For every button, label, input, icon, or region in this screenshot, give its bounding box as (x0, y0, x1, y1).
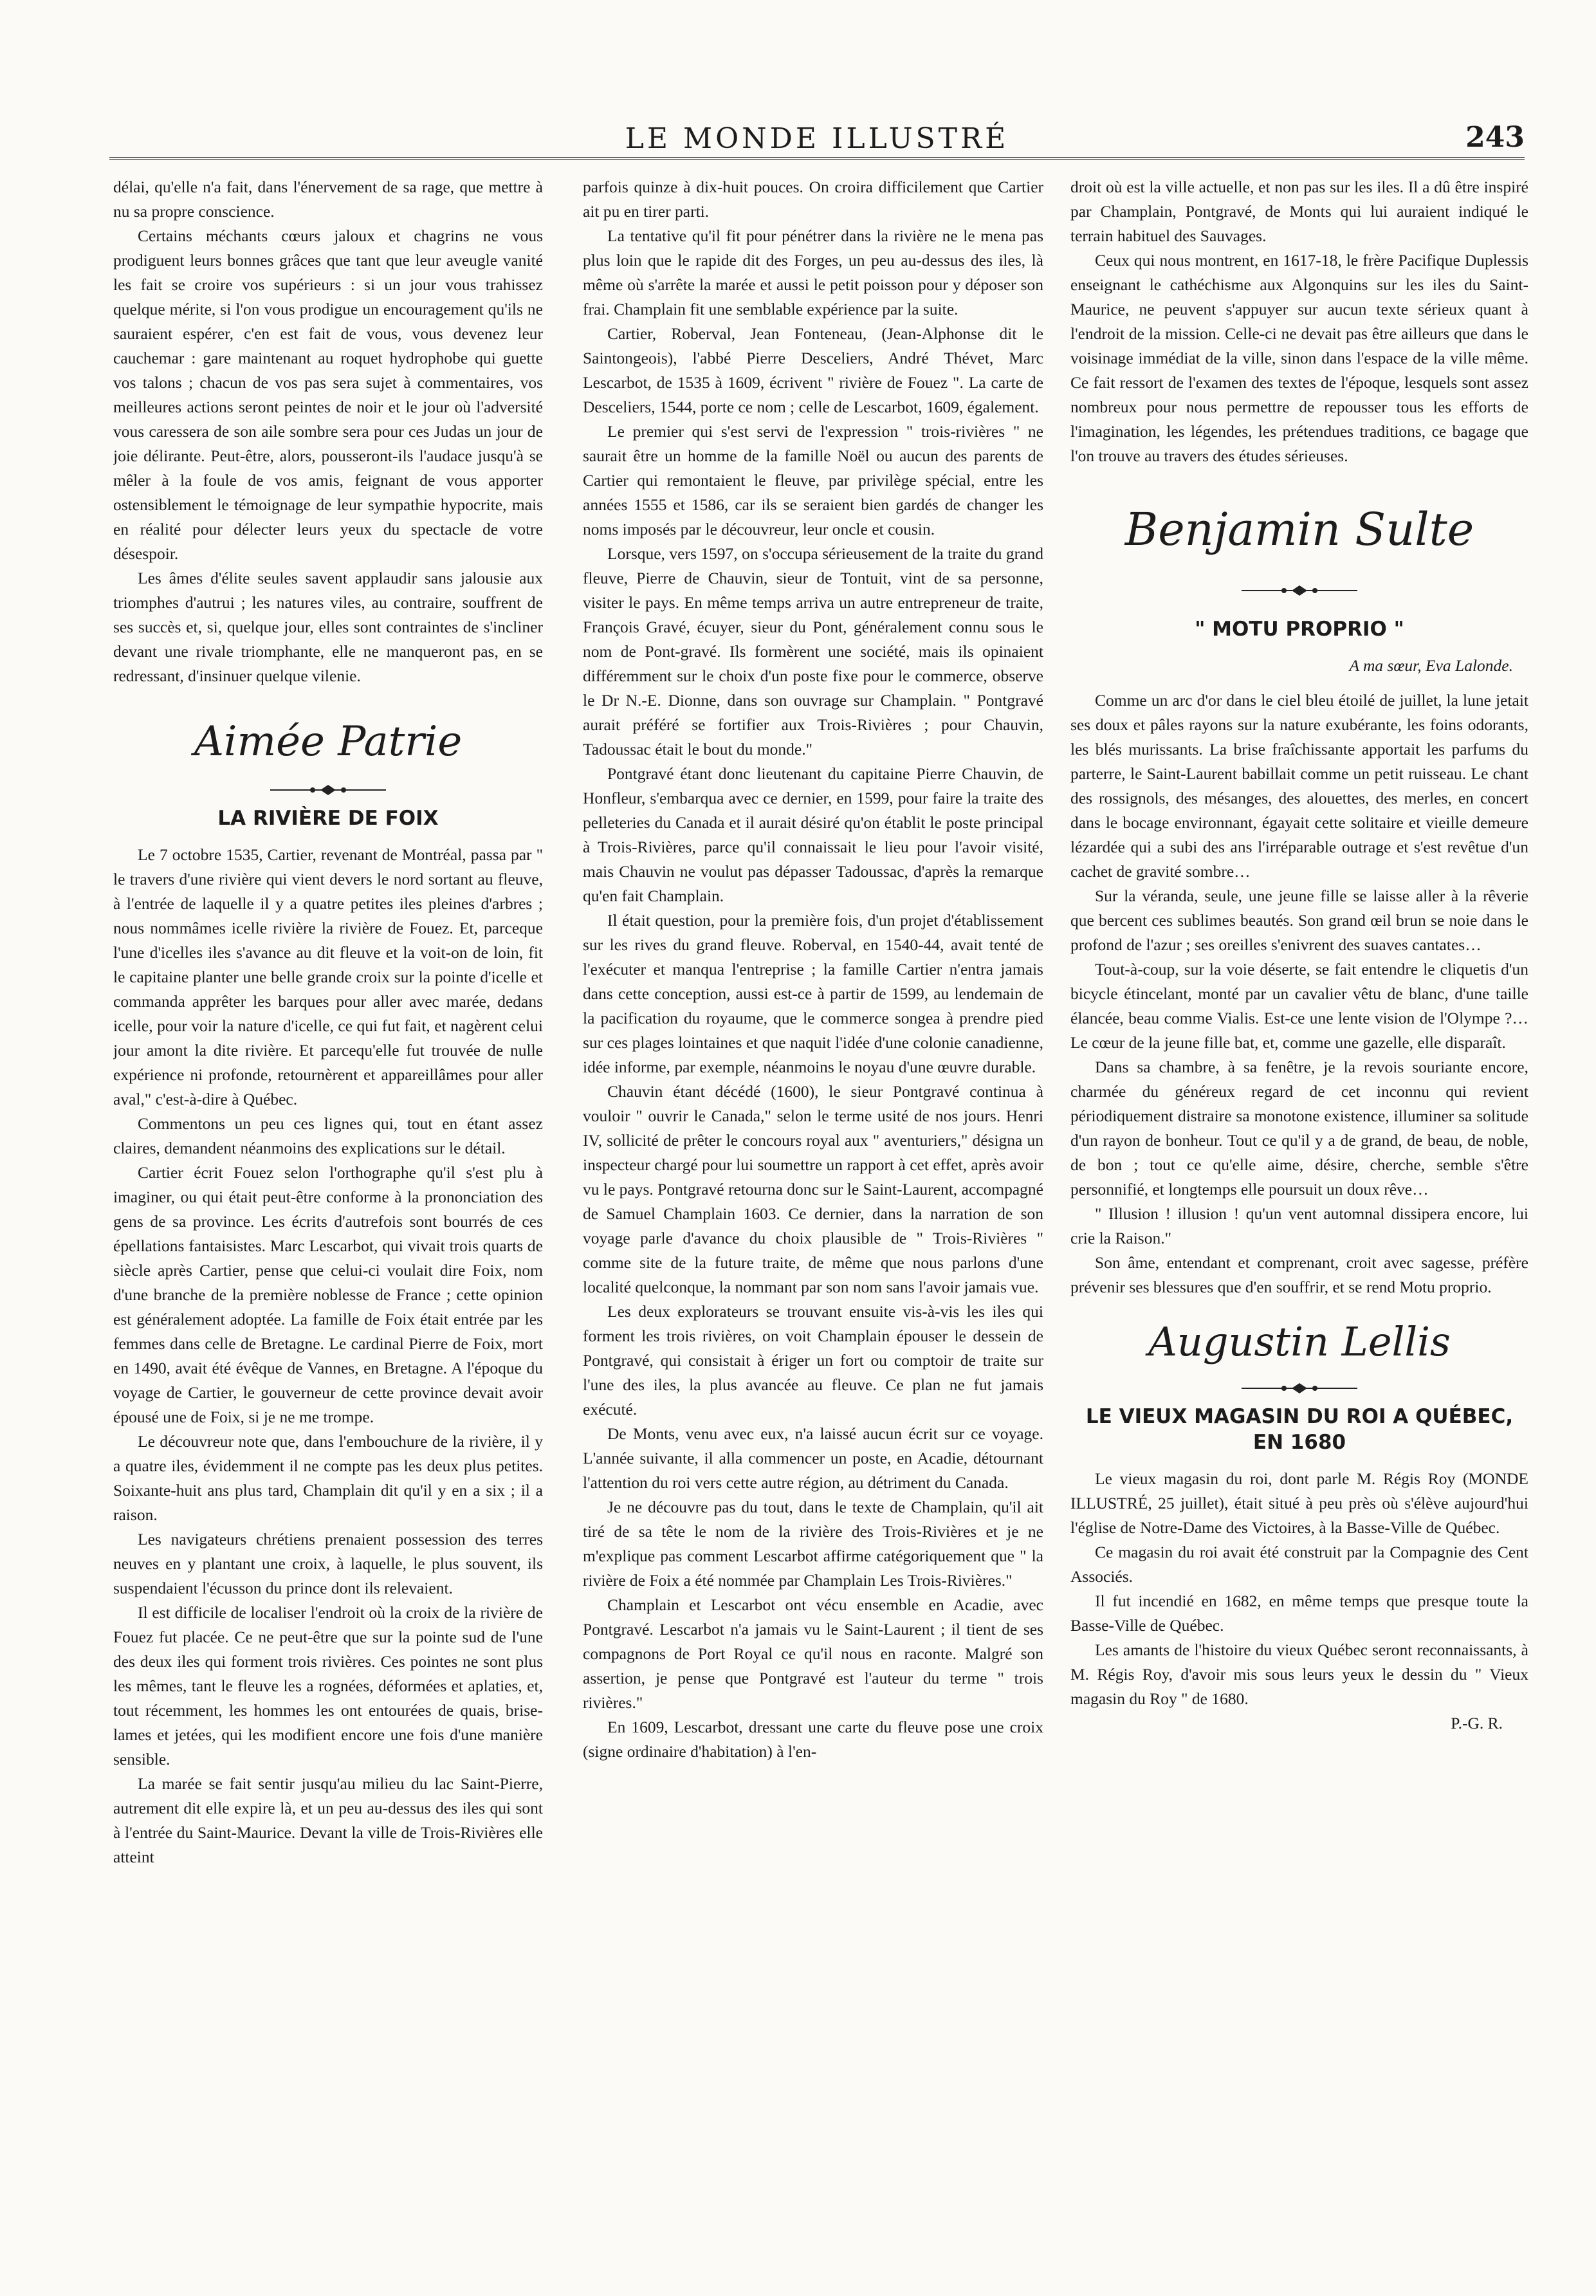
paragraph: Il est difficile de localiser l'endroit où la croix de la rivière de Fouez fut placée. Ce ne peut-être que sur la pointe sud de l'une des deux iles qui forment trois rivières. Ces pointes ne sont plus les mêmes, tant le fleuve les a rognées, déformées et aplaties, et, tout récemment, les hommes les ont entourées de quais, brise-lames et jetées, qui les modifient encore une fois d'une manière sensible. (113, 1603, 543, 1768)
paragraph: En 1609, Lescarbot, dressant une carte du fleuve pose une croix (signe ordinaire d'habitation) à l'en- (583, 1718, 1043, 1761)
dedication: A ma sœur, Eva Lalonde. (1349, 656, 1513, 675)
paragraph: parfois quinze à dix-huit pouces. On croira difficilement que Cartier ait pu en tirer parti. (583, 178, 1043, 221)
ornament-divider (270, 784, 386, 796)
paragraph: Comme un arc d'or dans le ciel bleu étoilé de juillet, la lune jetait ses doux et pâles rayons sur la nature exubérante, les foins odorants, les blés murissants. La brise fraîchissante apportait les parfums du parterre, le Saint-Laurent babillait comme un petit ruisseau. Le chant des rossignols, des mésanges, des alouettes, des merles, en concert dans le bocage environnant, égayait cette solitaire et vieille demeure lézardée qui a subi des ans l'irréparable outrage et s'est revêtue d'un cachet de gravité sombre… (1070, 691, 1528, 881)
paragraph: Le premier qui s'est servi de l'expression " trois-rivières " ne saurait être un homme de la famille Noël ou aucun des parents de Cartier qui remontaient le fleuve, par privilège spécial, entre les années 1555 et 1586, car ils se seraient bien gardés de changer les noms imposés par le découvreur, leur oncle et cousin. (583, 422, 1043, 538)
section-title: LE VIEUX MAGASIN DU ROI A QUÉBEC, EN 1680 (1085, 1405, 1514, 1454)
header-rule (109, 157, 1525, 160)
column-middle (583, 175, 1043, 2259)
journal-title: LE MONDE ILLUSTRÉ (625, 122, 1009, 155)
paragraph: Tout-à-coup, sur la voie déserte, se fait entendre le cliquetis d'un bicycle étincelant, monté par un cavalier vêtu de blanc, d'une taille élancée, beau comme Vialis. Est-ce une lente vision de l'Olympe ?… Le cœur de la jeune fille bat, et, comme une gazelle, elle disparaît. (1070, 960, 1528, 1052)
paragraph: La marée se fait sentir jusqu'au milieu du lac Saint-Pierre, autrement dit elle expire là, et un peu au-dessus des iles qui sont à l'entrée du Saint-Maurice. Devant la ville de Trois-Rivières elle atteint (113, 1774, 543, 1866)
paragraph: " Illusion ! illusion ! qu'un vent automnal dissipera encore, lui crie la Raison." (1070, 1204, 1528, 1247)
paragraph: Le découvreur note que, dans l'embouchure de la rivière, il y a quatre iles, évidemment il ne compte pas les deux plus petites. Soixante-huit ans plus tard, Champlain dit qu'il y en a six ; il a raison. (113, 1432, 543, 1524)
paragraph: Son âme, entendant et comprenant, croit avec sagesse, préfère prévenir ses blessures que d'en souffrir, et se rend Motu proprio. (1070, 1253, 1528, 1296)
page-number: 243 (1465, 121, 1525, 154)
paragraph: Pontgravé étant donc lieutenant du capitaine Pierre Chauvin, de Honfleur, s'embarqua avec ce dernier, en 1599, pour faire la traite des pelleteries du Canada et il aurait désiré qu'on établit le poste principal à Trois-Rivières, parce qu'il connaissait le lieu pour l'avoir visité, mais Chauvin ne voulut pas dépasser Tadoussac, d'après la remarque qu'en fait Champlain. (583, 764, 1043, 905)
paragraph: La tentative qu'il fit pour pénétrer dans la rivière ne le mena pas plus loin que le rapide dit des Forges, un peu au-dessus des iles, là même où s'arrête la marée et aussi le petit poisson pour y déposer son frai. Champlain fit une semblable expérience par la suite. (583, 226, 1043, 318)
paragraph: Il fut incendié en 1682, en même temps que presque toute la Basse-Ville de Québec. (1070, 1592, 1528, 1635)
paragraph: Le 7 octobre 1535, Cartier, revenant de Montréal, passa par " le travers d'une rivière qui vient devers le nord sortant au fleuve, à l'entrée de laquelle il y a quatre petites iles pleines d'arbres ; nous nommâmes icelle rivière la rivière de Fouez. Et, parceque l'une d'icelles iles s'avance au dit fleuve et la voit-on de loin, fit le capitaine planter une belle grande croix sur la pointe d'icelle et commanda apprêter les barques pour aller avec marée, dedans icelle, pour voir la nature d'icelle, ce qui fut fait, et nagèrent celui jour amont la dite rivière. Et parcequ'elle fut trouvée de nulle expérience ni profonde, retournèrent et appareillâmes pour aller aval," c'est-à-dire à Québec. (113, 845, 543, 1108)
paragraph: Chauvin étant décédé (1600), le sieur Pontgravé continua à vouloir " ouvrir le Canada," selon le terme usité de nos jours. Henri IV, sollicité de prêter le concours royal aux " aventuriers," désigna un inspecteur chargé pour lui soumettre un rapport à cet effet, après avoir vu le pays. Pontgravé retourna donc sur le Saint-Laurent, accompagné de Samuel Champlain 1603. Ce dernier, dans la narration de son voyage parle d'avance du choix plausible de " Trois-Rivières " comme site de la future traite, de même que nous parlons d'une localité quelconque, la nommant par son nom sans l'avoir jamais vue. (583, 1082, 1043, 1296)
signature-benjamin-sulte: Benjamin Sulte (1124, 503, 1474, 556)
paragraph: Ceux qui nous montrent, en 1617-18, le frère Pacifique Duplessis enseignant le cathéchisme aux Algonquins sur les iles du Saint-Maurice, ne peuvent s'appuyer sur aucun texte sérieux quant à l'endroit de la mission. Celle-ci ne devait pas être ailleurs que dans le voisinage immédiat de la ville, sinon dans l'espace de la ville même. Ce fait ressort de l'examen des textes de l'époque, lesquels sont assez nombreux pour nous permettre de repousser tous les efforts de l'imagination, les légendes, les prétendues traditions, ce bagage que l'on trouve au travers des études sérieuses. (1070, 251, 1528, 465)
paragraph: Cartier écrit Fouez selon l'orthographe qu'il s'est plu à imaginer, ou qui était peut-être conforme à la prononciation des gens de sa province. Les écrits d'autrefois sont bourrés de ces épellations fantaisistes. Marc Lescarbot, qui vivait trois quarts de siècle après Cartier, pense que celui-ci voulait dire Foix, nom d'une branche de la première noblesse de France ; cette opinion est généralement adoptée. La famille de Foix était entrée par les femmes dans celle de Bretagne. Le cardinal Pierre de Foix, mort en 1490, avait été évêque de Vannes, en Bretagne. A l'époque du voyage de Cartier, le gouverneur de cette province devait avoir épousé une de Foix, si je ne me trompe. (113, 1163, 543, 1426)
paragraph: droit où est la ville actuelle, et non pas sur les iles. Il a dû être inspiré par Champlain, Pontgravé, de Monts qui lui auraient indiqué le terrain habituel des Sauvages. (1070, 178, 1528, 245)
paragraph: Lorsque, vers 1597, on s'occupa sérieusement de la traite du grand fleuve, Pierre de Chauvin, sieur de Tontuit, vint de sa personne, visiter le pays. En même temps arriva un autre entrepreneur de traite, François Gravé, écuyer, sieur du Pont, généralement connu sous le nom de Pont-gravé. Ils formèrent une société, mais ils opinaient différemment sur le choix d'un poste fixe pour le commerce, observe le Dr N.-E. Dionne, dans son ouvrage sur Champlain. " Pontgravé aurait préféré se fortifier aux Trois-Rivières ; pour Chauvin, Tadoussac était le bout du monde." (583, 544, 1043, 758)
author-initials: P.-G. R. (1451, 1714, 1503, 1732)
paragraph: Ce magasin du roi avait été construit par la Compagnie des Cent Associés. (1070, 1543, 1528, 1586)
paragraph: Le vieux magasin du roi, dont parle M. Régis Roy (MONDE ILLUSTRÉ, 25 juillet), était situé à peu près où s'élève aujourd'hui l'église de Notre-Dame des Victoires, à la Basse-Ville de Québec. (1070, 1469, 1528, 1537)
paragraph: délai, qu'elle n'a fait, dans l'énervement de sa rage, que mettre à nu sa propre conscience. (113, 178, 543, 221)
column-left (113, 175, 543, 2259)
paragraph: Dans sa chambre, à sa fenêtre, je la revois souriante encore, charmée du généreux regard de cet inconnu qui revient périodiquement distraire sa monotone existence, illuminer sa solitude d'un rayon de bonheur. Tout ce qu'il y a de grand, de beau, de noble, de bon ; tout ce qu'elle aime, désire, cherche, semble s'être personnifié, et longtemps elle poursuit un doux rêve… (1070, 1058, 1528, 1199)
paragraph: Cartier, Roberval, Jean Fonteneau, (Jean-Alphonse dit le Saintongeois), l'abbé Pierre Desceliers, André Thévet, Marc Lescarbot, de 1535 à 1609, écrivent " rivière de Fouez ". La carte de Desceliers, 1544, porte ce nom ; celle de Lescarbot, 1609, également. (583, 324, 1043, 416)
ornament-divider (1242, 1382, 1357, 1395)
paragraph: Les deux explorateurs se trouvant ensuite vis-à-vis les iles qui forment les trois rivières, on voit Champlain épouser le dessein de Pontgravé, qui consistait à ériger un fort ou comptoir de traite sur l'une des iles, la plus avancée au fleuve. Ce plan ne fut jamais exécuté. (583, 1302, 1043, 1419)
paragraph: Certains méchants cœurs jaloux et chagrins ne vous prodiguent leurs bonnes grâces que tant que leur aveugle vanité les fait se croire vos supérieurs : si un jour vous trahissez quelque mérite, si l'on vous prodigue un encouragement qu'ils ne sauraient espérer, c'en est fait de vous, vous devenez leur cauchemar : gare maintenant au roquet hydrophobe qui guette vos talons ; chacun de vos pas sera sujet à commentaires, vos meilleures actions seront peintes de noir et le jour où l'adversité vous caressera de son aile sombre sera pour ces Judas un jour de joie délirante. Peut-être, alors, pousseront-ils l'audace jusqu'à se mêler à la foule de vos amis, feignant de vous apporter ostensiblement le témoignage de leur sympathie hypocrite, mais en réalité pour délecter leurs yeux du spectacle de votre désespoir. (113, 226, 543, 563)
paragraph: Sur la véranda, seule, une jeune fille se laisse aller à la rêverie que bercent ces sublimes beautés. Son grand œil brun se noie dans le profond de l'azur ; ses oreilles s'enivrent des suaves cantates… (1070, 886, 1528, 954)
paragraph: Les amants de l'histoire du vieux Québec seront reconnaissants, à M. Régis Roy, d'avoir mis sous leurs yeux le dessin du " Vieux magasin du Roy " de 1680. (1070, 1640, 1528, 1708)
section-title: " MOTU PROPRIO " (1195, 618, 1404, 641)
ornament-divider (1242, 584, 1357, 597)
paragraph: Champlain et Lescarbot ont vécu ensemble en Acadie, avec Pontgravé. Lescarbot n'a jamais vu le Saint-Laurent ; il tient de ses compagnons de Port Royal ce qu'il nous en raconte. Malgré son assertion, je pense que Pontgravé est l'auteur du terme " trois rivières." (583, 1595, 1043, 1712)
paragraph: De Monts, venu avec eux, n'a laissé aucun écrit sur ce voyage. L'année suivante, il alla commencer un poste, en Acadie, détournant l'attention du roi vers cette autre région, au détriment du Canada. (583, 1424, 1043, 1492)
column-right (1070, 175, 1528, 2259)
section-title: LA RIVIÈRE DE FOIX (217, 807, 439, 830)
paragraph: Les navigateurs chrétiens prenaient possession des terres neuves en y plantant une croix, à laquelle, le plus souvent, ils suspendaient l'écusson du prince dont ils relevaient. (113, 1530, 543, 1597)
signature-augustin-lellis: Augustin Lellis (1148, 1318, 1451, 1365)
signature-aimee-patrie: Aimée Patrie (194, 718, 463, 766)
masthead (109, 117, 1525, 156)
paragraph: Je ne découvre pas du tout, dans le texte de Champlain, qu'il ait tiré de sa tête le nom de la rivière des Trois-Rivières et je ne m'explique pas comment Lescarbot affirme catégoriquement que " la rivière de Foix a été nommée par Champlain Les Trois-Rivières." (583, 1498, 1043, 1590)
paragraph: Les âmes d'élite seules savent applaudir sans jalousie aux triomphes d'autrui ; les natures viles, au contraire, souffrent de ses succès et, si, quelque jour, elles sont contraintes de s'incliner devant une rivale triomphante, elle ne manqueront pas, en se redressant, d'insinuer quelque vilenie. (113, 569, 543, 685)
paragraph: Commentons un peu ces lignes qui, tout en étant assez claires, demandent néanmoins des explications sur le détail. (113, 1114, 543, 1157)
paragraph: Il était question, pour la première fois, d'un projet d'établissement sur les rives du grand fleuve. Roberval, en 1540-44, avait tenté de l'exécuter et manqua l'entreprise ; la famille Cartier n'entra jamais dans cette conception, aussi est-ce à partir de 1599, au lendemain de la pacification du royaume, que le commerce songea à prendre pied sur ces plages lointaines et que naquit l'idée d'une colonie canadienne, idée informe, par exemple, néanmoins le noyau d'une œuvre durable. (583, 911, 1043, 1076)
